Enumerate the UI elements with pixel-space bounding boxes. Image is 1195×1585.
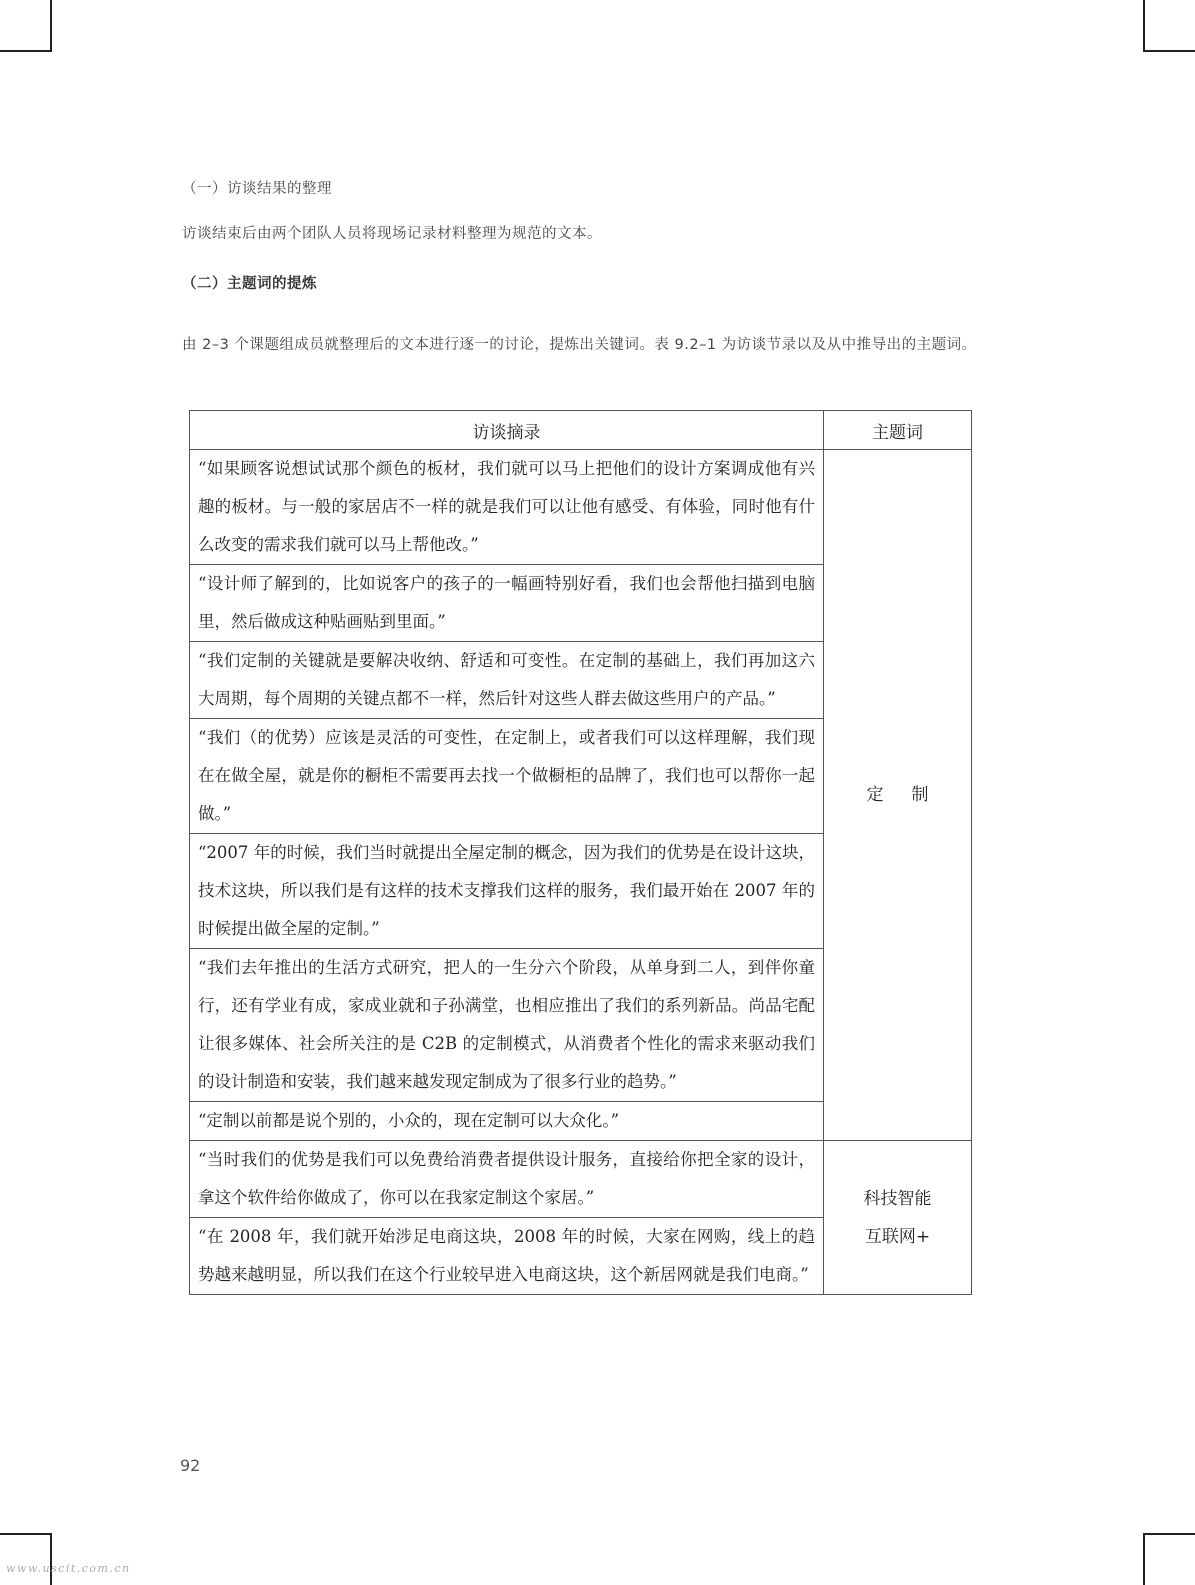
keyword-label: 定制 <box>866 785 957 805</box>
interview-table <box>189 410 972 1295</box>
crop-mark-top-left <box>0 0 52 52</box>
keyword-label: 科技智能 <box>863 1188 932 1209</box>
crop-mark-bottom-right <box>1143 1533 1195 1585</box>
paragraph-2: 由 2–3 个课题组成员就整理后的文本进行逐一的讨论，提炼出关键词。表 9.2–1 为访谈节录以及从中推导出的主题词。 <box>182 337 977 353</box>
header-excerpt: 访谈摘录 <box>190 411 824 450</box>
quote-cell: “定制以前都是说个别的，小众的，现在定制可以大众化。” <box>190 1102 824 1141</box>
crop-mark-bottom-left <box>0 1533 52 1585</box>
section-heading-2: （二）主题词的提炼 <box>182 276 317 292</box>
quote-cell: “当时我们的优势是我们可以免费给消费者提供设计服务，直接给你把全家的设计，拿这个软件给你做成了，你可以在我家定制这个家居。” <box>190 1141 824 1218</box>
quote-cell: “设计师了解到的，比如说客户的孩子的一幅画特别好看，我们也会帮他扫描到电脑里，然后做成这种贴画贴到里面。” <box>190 565 824 642</box>
header-keyword: 主题词 <box>824 411 972 450</box>
crop-mark-top-right <box>1143 0 1195 52</box>
watermark: www.uscit.com.cn <box>6 1562 131 1575</box>
quote-cell: “在 2008 年，我们就开始涉足电商这块，2008 年的时候，大家在网购，线上的趋势越来越明显，所以我们在这个行业较早进入电商这块，这个新居网就是我们电商。” <box>190 1218 824 1295</box>
page-number: 92 <box>180 1456 201 1475</box>
section-heading-1: （一）访谈结果的整理 <box>182 181 332 197</box>
paragraph-1: 访谈结束后由两个团队人员将现场记录材料整理为规范的文本。 <box>182 226 602 242</box>
quote-cell: “如果顾客说想试试那个颜色的板材，我们就可以马上把他们的设计方案调成他有兴趣的板材。与一般的家居店不一样的就是我们可以让他有感受、有体验，同时他有什么改变的需求我们就可以马上帮他改。” <box>190 450 824 565</box>
quote-cell: “2007 年的时候，我们当时就提出全屋定制的概念，因为我们的优势是在设计这块，技术这块，所以我们是有这样的技术支撑我们这样的服务，我们最开始在 2007 年的时候提出做全屋的定制。” <box>190 834 824 949</box>
keyword-cell-customization <box>824 450 972 1141</box>
quote-cell: “我们（的优势）应该是灵活的可变性，在定制上，或者我们可以这样理解，我们现在在做全屋，就是你的橱柜不需要再去找一个做橱柜的品牌了，我们也可以帮你一起做。” <box>190 719 824 834</box>
table-header-row <box>190 411 972 450</box>
keyword-cell-tech <box>824 1141 972 1295</box>
quote-cell: “我们去年推出的生活方式研究，把人的一生分六个阶段，从单身到二人，到伴你童行，还有学业有成，家成业就和子孙满堂，也相应推出了我们的系列新品。尚品宅配让很多媒体、社会所关注的是 C2B 的定制模式，从消费者个性化的需求来驱动我们的设计制造和安装，我们越来越发现定制成为了很多行业的趋势。” <box>190 949 824 1102</box>
table-row <box>190 1141 972 1218</box>
quote-cell: “我们定制的关键就是要解决收纳、舒适和可变性。在定制的基础上，我们再加这六大周期，每个周期的关键点都不一样，然后针对这些人群去做这些用户的产品。” <box>190 642 824 719</box>
table-row <box>190 450 972 565</box>
keyword-label: 互联网+ <box>864 1226 931 1247</box>
